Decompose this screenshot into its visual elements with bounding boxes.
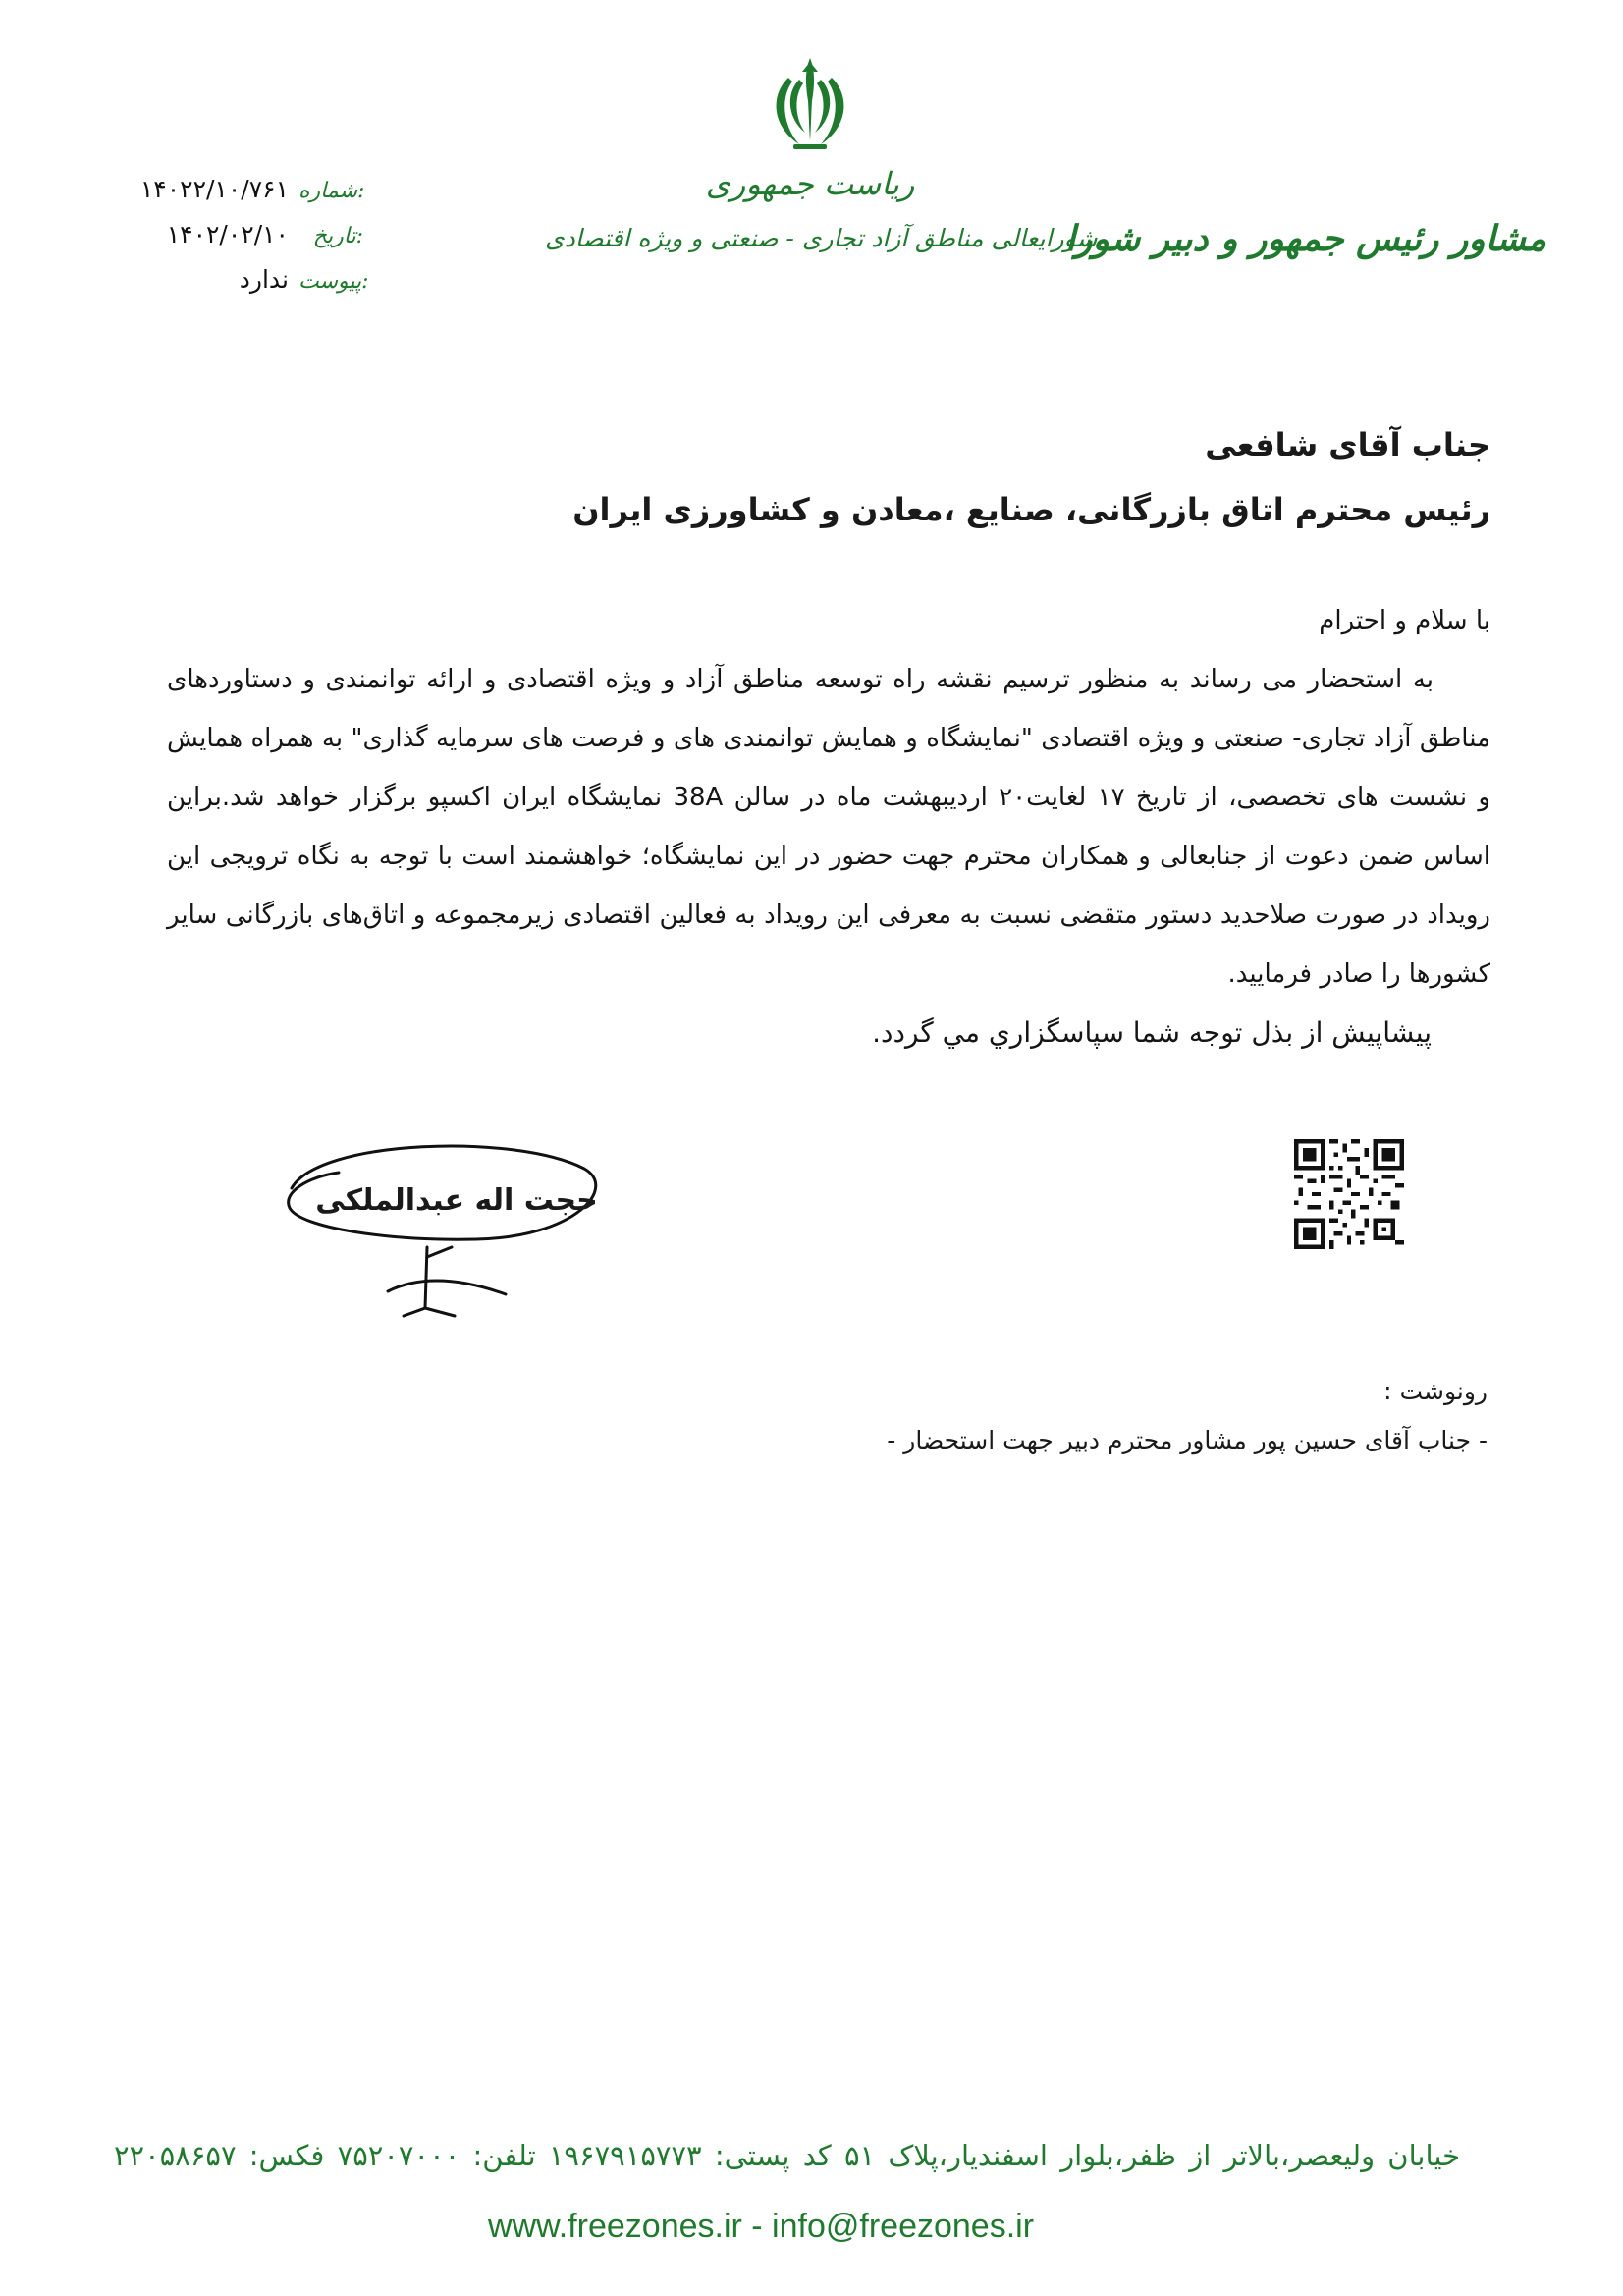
meta-attachment-value: ندارد (239, 265, 289, 294)
copy-item: - جناب آقای حسین پور مشاور محترم دبیر جهت استحضار - (887, 1426, 1488, 1454)
meta-attachment-row (98, 265, 369, 310)
letter-meta (98, 175, 369, 310)
qr-code-icon[interactable] (1294, 1139, 1404, 1249)
meta-date-value: ۱۴۰۲/۰۲/۱۰ (166, 220, 289, 248)
addressee (572, 412, 1490, 542)
meta-date-row (98, 220, 363, 265)
footer-web-contact[interactable]: www.freezones.ir - info@freezones.ir (487, 2208, 1035, 2245)
meta-date-label: تاریخ: (312, 224, 363, 248)
meta-number-value: ۱۴۰۲۲/۱۰/۷۶۱ (139, 175, 289, 203)
copy-label: رونوشت : (1383, 1377, 1488, 1405)
copy-recipients (887, 1367, 1488, 1465)
meta-number-row (98, 175, 363, 220)
addressee-name: جناب آقای شافعی (1205, 426, 1490, 464)
org-title: ریاست جمهوری (705, 165, 915, 202)
iran-emblem-icon (756, 54, 864, 162)
meta-attachment-label: پیوست: (298, 269, 369, 294)
sender-title: مشاور رئیس جمهور و دبیر شورا (1065, 218, 1546, 259)
signature-mark (280, 1129, 614, 1345)
greeting: با سلام و احترام (1319, 606, 1490, 635)
footer-address: خیابان ولیعصر،بالاتر از ظفر،بلوار اسفندیار،پلاک ۵۱ کد پستی: ۱۹۶۷۹۱۵۷۷۳ تلفن: ۷۵۲۰۷۰۰۰ فکس: ۲۲۰۵۸۶۵۷ (113, 2139, 1461, 2172)
letter-body (167, 591, 1490, 1063)
signature-name: حجت اله عبدالملکی (315, 1183, 598, 1218)
closing-line: پیشاپیش از بذل توجه شما سپاسگزاري مي گردد. (872, 1016, 1432, 1049)
body-paragraph: به استحضار می رساند به منظور ترسیم نقشه راه توسعه مناطق آزاد و ویژه اقتصادی و ارائه توانمندی و دستاوردهای مناطق آزاد تجاری- صنعتی و ویژه اقتصادی "نمایشگاه و همایش توانمندی های و فرصت های سرمایه گذاری" به همراه همایش و نشست های تخصصی، از تاریخ ۱۷ لغایت۲۰ اردیبهشت ماه در سالن 38A نمایشگاه ایران اکسپو برگزار خواهد شد.براین اساس ضمن دعوت از جنابعالی و همکاران محترم جهت حضور در این نمایشگاه؛ خواهشمند است با توجه به نگاه ترویجی این رویداد در صورت صلاحدید دستور متقضی نسبت به معرفی این رویداد به فعالین اقتصادی زیرمجموعه و اتاق‌های بازرگانی سایر کشورها را صادر فرمایید. (167, 665, 1490, 989)
org-subtitle: شورایعالی مناطق آزاد تجاری - صنعتی و ویژه اقتصادی (545, 224, 1098, 252)
meta-number-label: شماره: (298, 179, 365, 203)
addressee-position: رئیس محترم اتاق بازرگانی، صنایع ،معادن و کشاورزی ایران (572, 491, 1490, 528)
